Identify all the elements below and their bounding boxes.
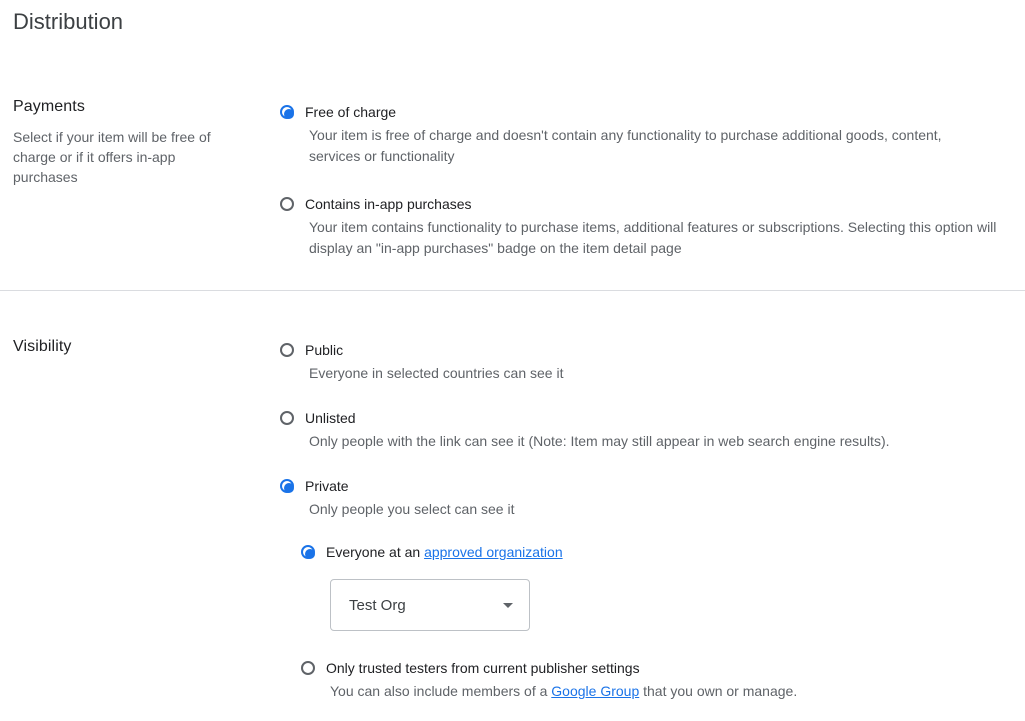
trusted-testers-row[interactable]: [301, 658, 1025, 678]
free-of-charge-label[interactable]: Free of charge: [305, 104, 397, 120]
payments-section-left: [13, 96, 280, 259]
public-radio[interactable]: [280, 343, 294, 357]
radio-option-trusted-testers[interactable]: [301, 658, 1025, 702]
private-row[interactable]: [280, 476, 1025, 496]
in-app-purchases-description: Your item contains functionality to purchase items, additional features or subscriptions. Selecting this option will display an "in-app purchases" badge on the item detail page: [309, 219, 997, 256]
free-of-charge-radio[interactable]: [280, 105, 294, 119]
dropdown-arrow-icon: [503, 603, 513, 608]
private-description: Only people you select can see it: [309, 501, 515, 517]
private-suboptions: [301, 542, 1025, 702]
approved-organization-row[interactable]: [301, 542, 1025, 562]
approved-organization-radio[interactable]: [301, 545, 315, 559]
private-radio[interactable]: [280, 479, 294, 493]
in-app-purchases-row[interactable]: [280, 194, 1025, 214]
public-label[interactable]: Public: [305, 342, 344, 358]
trusted-testers-description-suffix: that you own or manage.: [639, 683, 798, 699]
payments-description: Select if your item will be free of charge or if it offers in-app purchases: [13, 129, 211, 185]
page-title: Distribution: [13, 9, 124, 34]
section-divider: [0, 290, 1025, 291]
unlisted-radio[interactable]: [280, 411, 294, 425]
free-of-charge-row[interactable]: [280, 102, 1025, 122]
visibility-section-left: [13, 336, 280, 702]
radio-option-free-of-charge[interactable]: [280, 102, 1025, 167]
trusted-testers-radio[interactable]: [301, 661, 315, 675]
trusted-testers-description: [330, 681, 1025, 702]
unlisted-description: Only people with the link can see it (Note: Item may still appear in web search engine results).: [309, 433, 890, 449]
unlisted-row[interactable]: [280, 408, 1025, 428]
approved-organization-label-prefix: Everyone at an: [326, 544, 425, 560]
payments-heading: Payments: [13, 98, 85, 115]
radio-option-private[interactable]: [280, 476, 1025, 702]
public-description: Everyone in selected countries can see it: [309, 365, 564, 381]
in-app-purchases-label[interactable]: Contains in-app purchases: [305, 196, 472, 212]
approved-organization-link[interactable]: approved organization: [424, 544, 563, 560]
visibility-heading: Visibility: [13, 338, 72, 355]
radio-option-in-app-purchases[interactable]: [280, 194, 1025, 259]
radio-option-approved-organization[interactable]: [301, 542, 1025, 631]
radio-option-public[interactable]: [280, 340, 1025, 384]
in-app-purchases-radio[interactable]: [280, 197, 294, 211]
public-row[interactable]: [280, 340, 1025, 360]
radio-option-unlisted[interactable]: [280, 408, 1025, 452]
approved-organization-label[interactable]: [326, 542, 563, 562]
unlisted-label[interactable]: Unlisted: [305, 410, 356, 426]
google-group-link[interactable]: Google Group: [551, 683, 640, 699]
visibility-radio-group: [280, 336, 1025, 702]
visibility-section: [0, 336, 1025, 702]
organization-dropdown-value: Test Org: [349, 596, 406, 614]
payments-section: [0, 96, 1025, 259]
trusted-testers-description-prefix: You can also include members of a: [330, 683, 552, 699]
trusted-testers-label[interactable]: Only trusted testers from current publisher settings: [326, 660, 640, 676]
private-label[interactable]: Private: [305, 478, 349, 494]
free-of-charge-description: Your item is free of charge and doesn't contain any functionality to purchase additional goods, content, services or functionality: [309, 127, 942, 164]
organization-dropdown[interactable]: [330, 579, 530, 631]
payments-radio-group: [280, 96, 1025, 259]
